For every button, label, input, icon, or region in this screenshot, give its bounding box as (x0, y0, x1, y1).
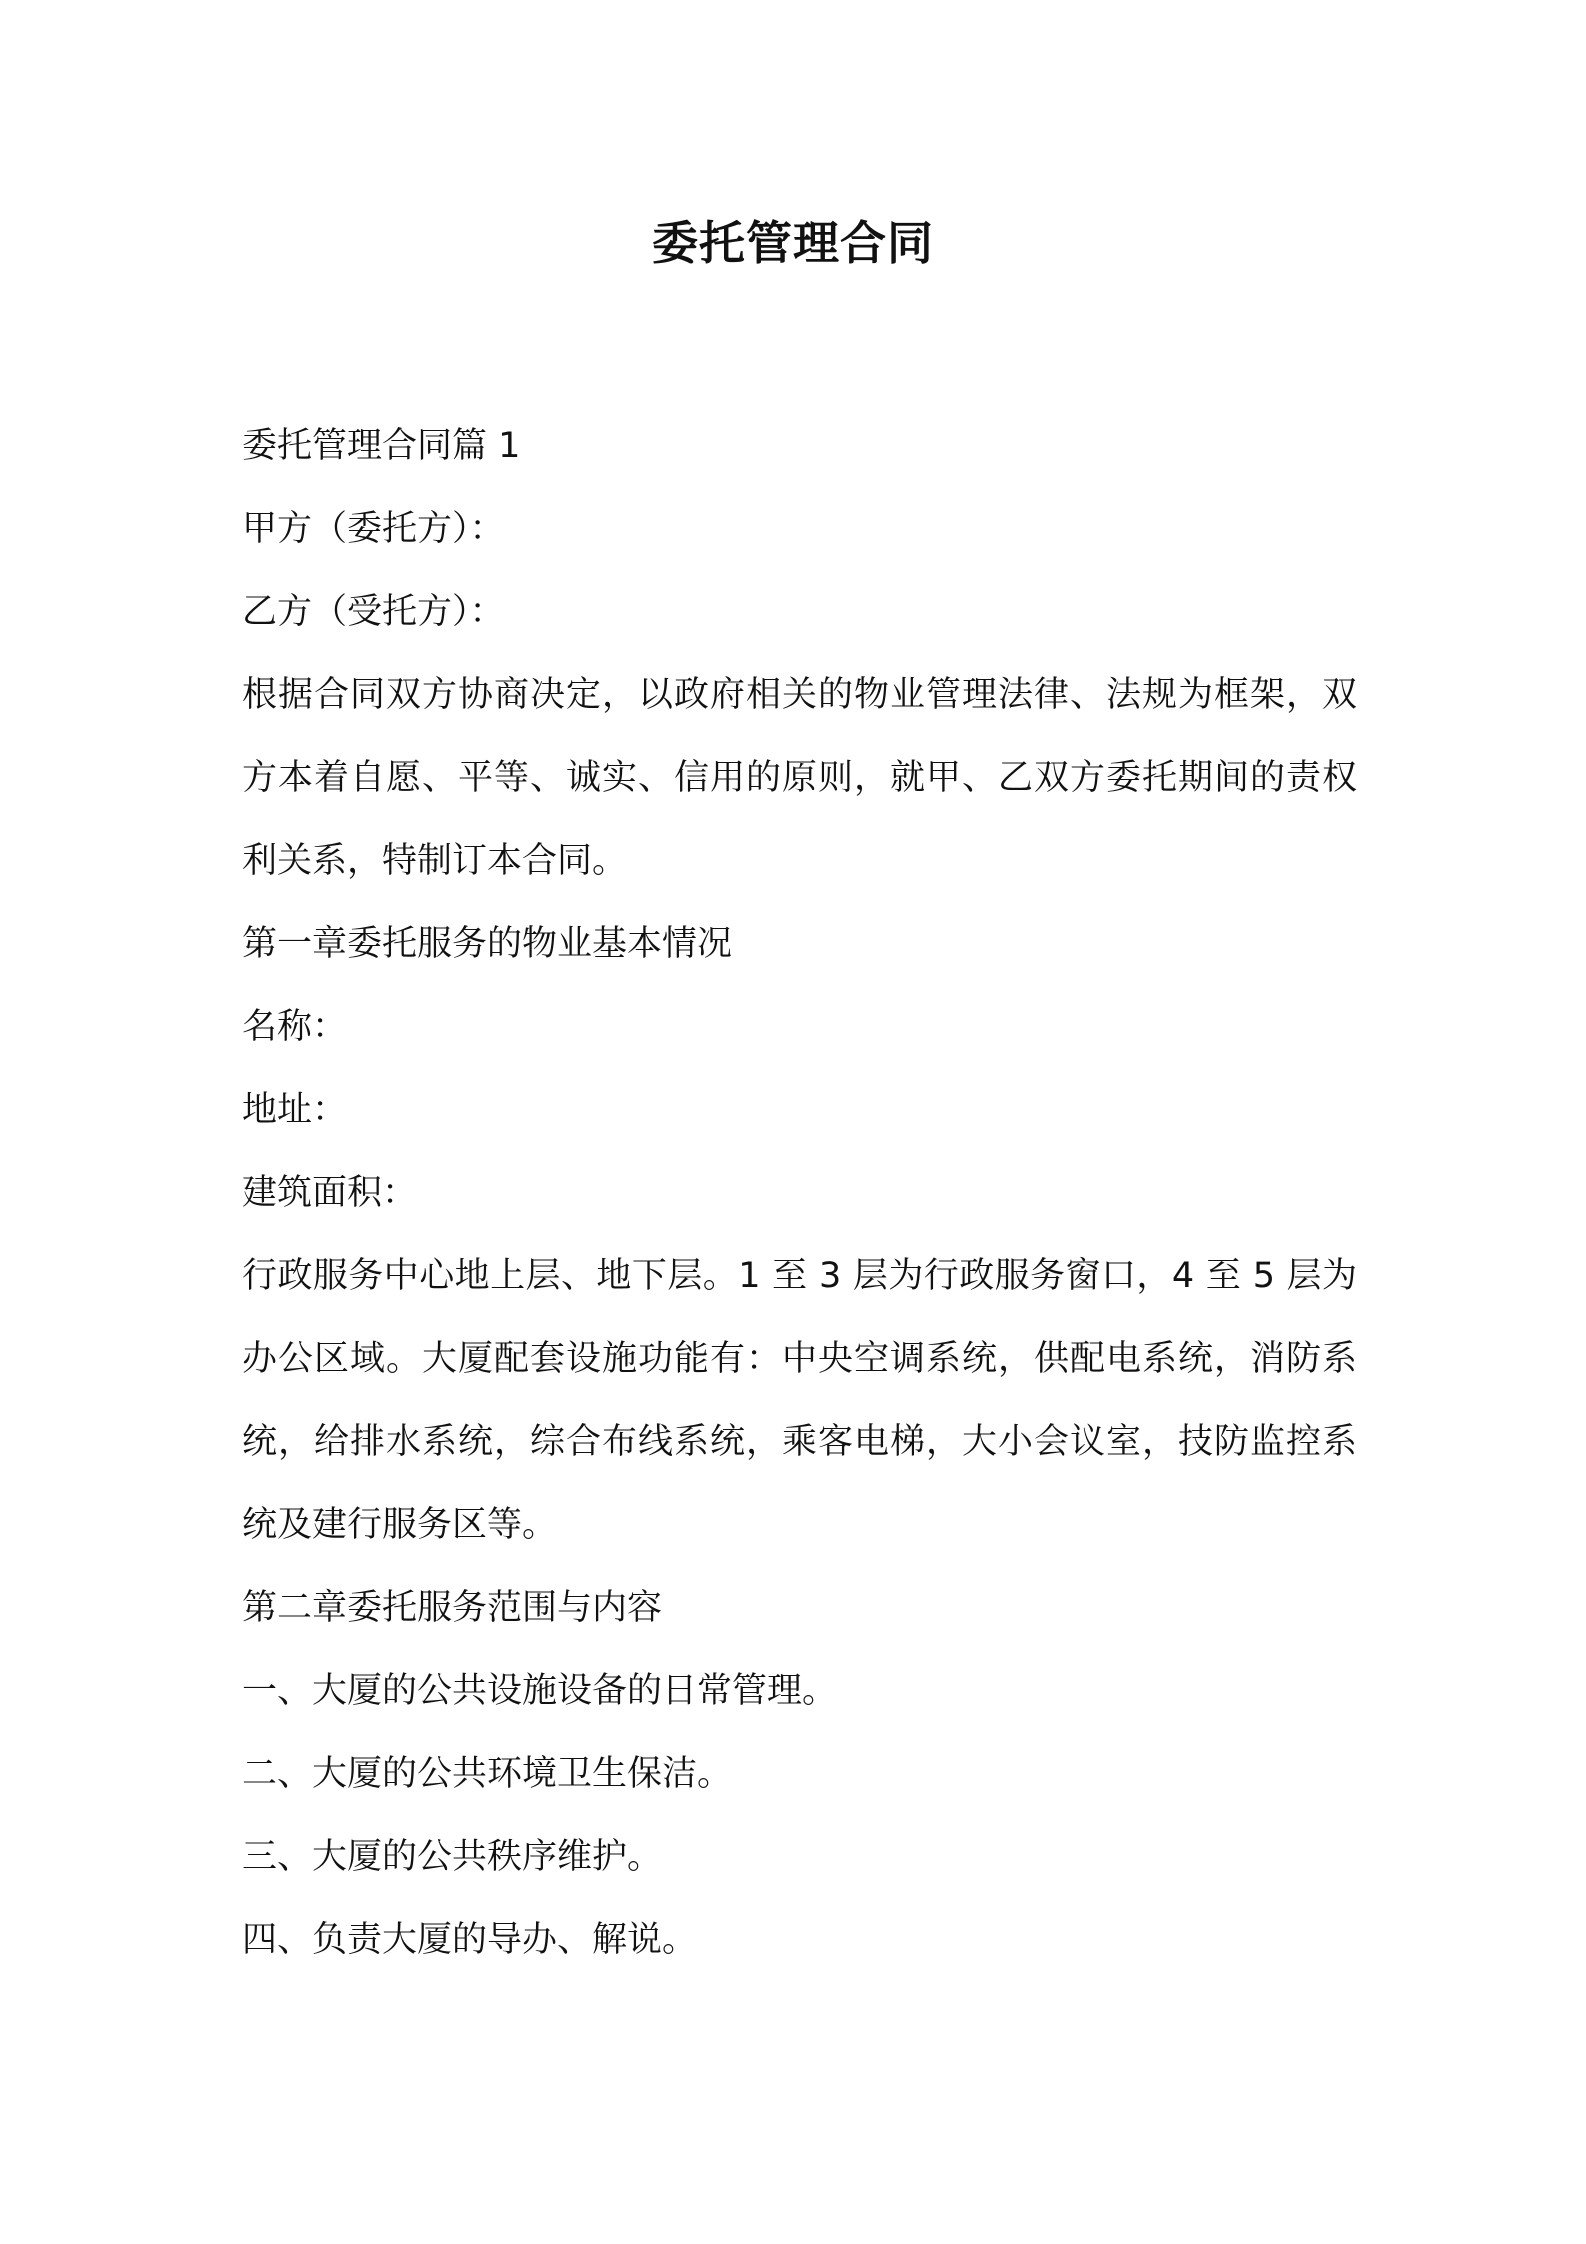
intro-paragraph: 根据合同双方协商决定，以政府相关的物业管理法律、法规为框架，双方本着自愿、平等、诚实、信用的原则，就甲、乙双方委托期间的责权利关系，特制订本合同。 (242, 675, 1357, 881)
building-description-paragraph: 行政服务中心地上层、地下层。1 至 3 层为行政服务窗口，4 至 5 层为办公区域。大厦配套设施功能有：中央空调系统，供配电系统，消防系统，给排水系统，综合布线系统，乘客电梯，大小会议室，技防监控系统及建行服务区等。 (242, 1256, 1357, 1545)
building-area-field: 建筑面积： (242, 1173, 418, 1213)
service-item-2: 二、大厦的公共环境卫生保洁。 (242, 1754, 733, 1794)
service-item-4: 四、负责大厦的导办、解说。 (242, 1920, 698, 1960)
document-title: 委托管理合同 (652, 216, 934, 270)
document-body (242, 405, 1357, 1982)
chapter-1-heading: 第一章委托服务的物业基本情况 (242, 924, 733, 964)
chapter-2-heading: 第二章委托服务范围与内容 (242, 1588, 663, 1628)
service-item-3: 三、大厦的公共秩序维护。 (242, 1837, 663, 1877)
section-heading: 委托管理合同篇 1 (242, 426, 521, 466)
party-b-line: 乙方（受托方）： (242, 592, 505, 632)
service-item-1: 一、大厦的公共设施设备的日常管理。 (242, 1671, 838, 1711)
property-address-field: 地址： (242, 1090, 348, 1130)
property-name-field: 名称： (242, 1007, 348, 1047)
party-a-line: 甲方（委托方）： (242, 509, 505, 549)
